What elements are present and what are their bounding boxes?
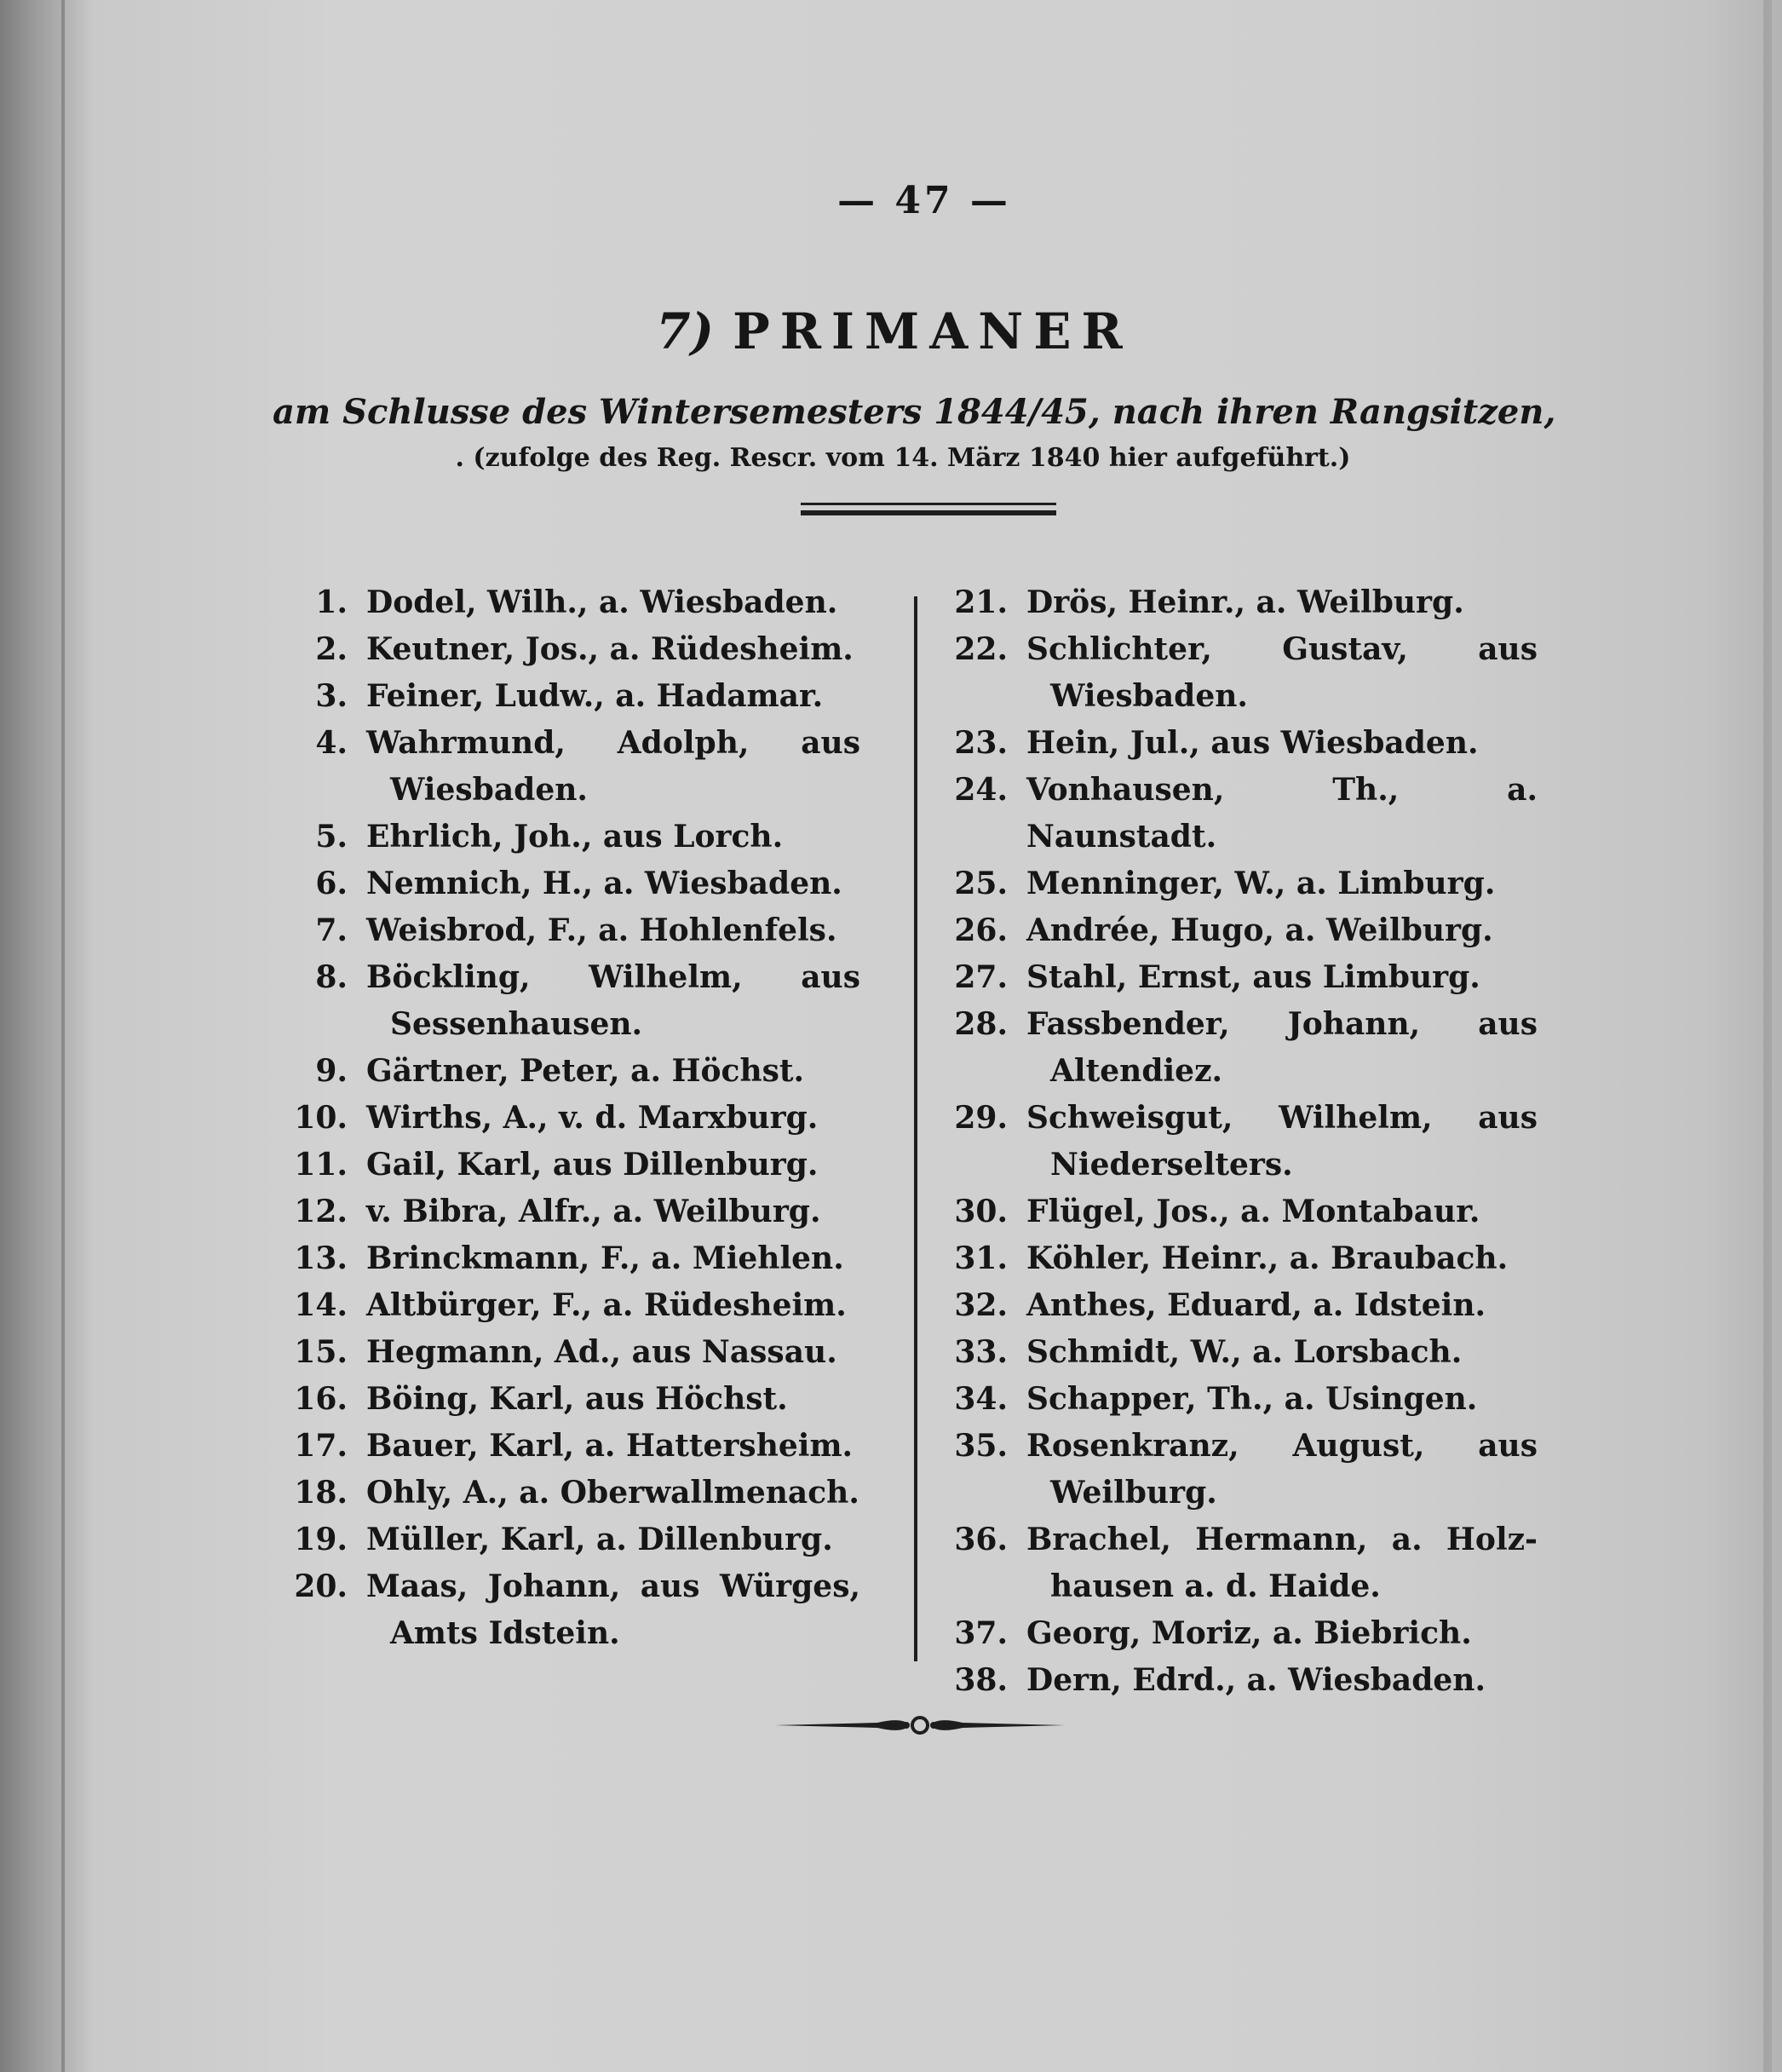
student-entry-continued: Wiesbaden. bbox=[1050, 678, 1248, 714]
student-entry: Hein, Jul., aus Wiesbaden. bbox=[1026, 725, 1479, 761]
list-item bbox=[281, 579, 860, 626]
rank-number: 38. bbox=[954, 1662, 1008, 1698]
list-item bbox=[281, 1142, 860, 1189]
list-item bbox=[941, 1423, 1538, 1517]
double-rule bbox=[801, 503, 1056, 518]
rank-number: 18. bbox=[294, 1475, 348, 1511]
page-edge bbox=[1763, 0, 1772, 2072]
rule-thin bbox=[801, 503, 1056, 505]
student-entry: Brinckmann, F., a. Miehlen. bbox=[366, 1240, 844, 1276]
rank-number: 8. bbox=[315, 959, 348, 995]
rank-number: 35. bbox=[954, 1428, 1008, 1464]
rank-number: 37. bbox=[954, 1615, 1008, 1651]
student-entry: Böing, Karl, aus Höchst. bbox=[366, 1381, 788, 1417]
list-item bbox=[281, 1329, 860, 1376]
list-item bbox=[281, 1235, 860, 1282]
rank-number: 29. bbox=[954, 1100, 1008, 1136]
list-item bbox=[941, 1329, 1538, 1376]
student-entry: Altbürger, F., a. Rüdesheim. bbox=[366, 1287, 847, 1323]
list-item bbox=[941, 1610, 1538, 1657]
list-item bbox=[281, 1470, 860, 1517]
student-entry-continued: Altendiez. bbox=[1050, 1053, 1223, 1089]
rank-number: 15. bbox=[294, 1334, 348, 1370]
list-item bbox=[281, 1189, 860, 1235]
student-entry: Gärtner, Peter, a. Höchst. bbox=[366, 1053, 805, 1089]
rank-number: 31. bbox=[954, 1240, 1008, 1276]
section-title bbox=[511, 302, 1278, 360]
student-entry: Bauer, Karl, a. Hattersheim. bbox=[366, 1428, 854, 1464]
rank-number: 11. bbox=[294, 1147, 348, 1183]
rank-number: 14. bbox=[294, 1287, 348, 1323]
student-entry: Köhler, Heinr., a. Braubach. bbox=[1026, 1240, 1509, 1276]
list-item bbox=[281, 626, 860, 673]
list-item bbox=[281, 1563, 860, 1657]
rank-number: 23. bbox=[954, 725, 1008, 761]
rank-number: 21. bbox=[954, 584, 1008, 620]
student-entry: Schmidt, W., a. Lorsbach. bbox=[1026, 1334, 1463, 1370]
student-entry: Wahrmund, Adolph, aus bbox=[366, 725, 860, 761]
rank-number: 17. bbox=[294, 1428, 348, 1464]
student-entry: Stahl, Ernst, aus Limburg. bbox=[1026, 959, 1480, 995]
rank-number: 9. bbox=[315, 1053, 348, 1089]
rank-number: 24. bbox=[954, 772, 1008, 808]
list-item bbox=[941, 1657, 1538, 1704]
student-entry: Andrée, Hugo, a. Weilburg. bbox=[1026, 912, 1493, 948]
student-entry: Gail, Karl, aus Dillenburg. bbox=[366, 1147, 819, 1183]
column-divider bbox=[914, 596, 917, 1661]
rank-number: 22. bbox=[954, 631, 1008, 667]
student-entry: Drös, Heinr., a. Weilburg. bbox=[1026, 584, 1464, 620]
section-heading: PRIMANER bbox=[733, 302, 1133, 360]
student-entry-continued: Weilburg. bbox=[1050, 1475, 1217, 1511]
rank-number: 6. bbox=[315, 866, 348, 901]
student-entry: Flügel, Jos., a. Montabaur. bbox=[1026, 1194, 1480, 1229]
list-item bbox=[941, 1189, 1538, 1235]
list-item bbox=[941, 720, 1538, 767]
rank-number: 25. bbox=[954, 866, 1008, 901]
list-item bbox=[941, 626, 1538, 720]
section-subtitle: am Schlusse des Wintersemesters 1844/45, nach ihren Rangsitzen, bbox=[273, 392, 1556, 432]
rank-number: 20. bbox=[294, 1568, 348, 1604]
student-entry: Schlichter, Gustav, aus bbox=[1026, 631, 1538, 667]
list-item bbox=[941, 954, 1538, 1001]
rank-number: 34. bbox=[954, 1381, 1008, 1417]
list-item bbox=[941, 1517, 1538, 1610]
ornament-icon bbox=[775, 1708, 1065, 1742]
student-entry: Menninger, W., a. Limburg. bbox=[1026, 866, 1496, 901]
page-number: — 47 — bbox=[837, 179, 1011, 222]
list-item bbox=[281, 1095, 860, 1142]
student-entry: Nemnich, H., a. Wiesbaden. bbox=[366, 866, 842, 901]
list-item bbox=[281, 1376, 860, 1423]
student-entry: Böckling, Wilhelm, aus bbox=[366, 959, 860, 995]
rank-number: 13. bbox=[294, 1240, 348, 1276]
student-entry: Ohly, A., a. Oberwallmenach. bbox=[366, 1475, 859, 1511]
list-item bbox=[941, 1001, 1538, 1095]
student-entry-continued: Sessenhausen. bbox=[390, 1006, 643, 1042]
section-number: 7) bbox=[656, 302, 715, 360]
list-item bbox=[281, 1282, 860, 1329]
rank-number: 28. bbox=[954, 1006, 1008, 1042]
list-item bbox=[281, 907, 860, 954]
student-entry: Hegmann, Ad., aus Nassau. bbox=[366, 1334, 837, 1370]
list-item bbox=[281, 673, 860, 720]
rank-number: 3. bbox=[315, 678, 348, 714]
rank-number: 27. bbox=[954, 959, 1008, 995]
student-entry: Georg, Moriz, a. Biebrich. bbox=[1026, 1615, 1472, 1651]
student-entry: v. Bibra, Alfr., a. Weilburg. bbox=[366, 1194, 821, 1229]
right-column bbox=[941, 579, 1538, 1704]
student-entry: Fassbender, Johann, aus bbox=[1026, 1006, 1538, 1042]
student-entry-continued: Amts Idstein. bbox=[390, 1615, 620, 1651]
list-item bbox=[281, 1423, 860, 1470]
list-item bbox=[281, 1048, 860, 1095]
left-column bbox=[281, 579, 860, 1657]
list-item bbox=[941, 860, 1538, 907]
rank-number: 36. bbox=[954, 1522, 1008, 1557]
student-entry: Rosenkranz, August, aus bbox=[1026, 1428, 1538, 1464]
rank-number: 12. bbox=[294, 1194, 348, 1229]
rank-number: 1. bbox=[315, 584, 348, 620]
rank-number: 30. bbox=[954, 1194, 1008, 1229]
rank-number: 10. bbox=[294, 1100, 348, 1136]
section-note: . (zufolge des Reg. Rescr. vom 14. März 1840 hier aufgeführt.) bbox=[455, 443, 1351, 473]
student-entry: Schapper, Th., a. Usingen. bbox=[1026, 1381, 1478, 1417]
list-item bbox=[941, 579, 1538, 626]
list-item bbox=[941, 767, 1538, 860]
list-item bbox=[281, 860, 860, 907]
student-entry: Ehrlich, Joh., aus Lorch. bbox=[366, 819, 784, 855]
rank-number: 26. bbox=[954, 912, 1008, 948]
student-entry: Dern, Edrd., a. Wiesbaden. bbox=[1026, 1662, 1486, 1698]
list-item bbox=[941, 1376, 1538, 1423]
list-item bbox=[941, 1095, 1538, 1189]
list-item bbox=[281, 1517, 860, 1563]
list-item bbox=[941, 907, 1538, 954]
student-entry: Brachel, Hermann, a. Holz- bbox=[1026, 1522, 1538, 1557]
student-entry: Feiner, Ludw., a. Hadamar. bbox=[366, 678, 824, 714]
rank-number: 16. bbox=[294, 1381, 348, 1417]
student-entry-continued: Wiesbaden. bbox=[390, 772, 588, 808]
student-entry: Vonhausen, Th., a. Naunstadt. bbox=[1026, 772, 1538, 855]
list-item bbox=[281, 814, 860, 860]
student-entry: Müller, Karl, a. Dillenburg. bbox=[366, 1522, 833, 1557]
rank-number: 5. bbox=[315, 819, 348, 855]
rank-number: 33. bbox=[954, 1334, 1008, 1370]
student-entry: Dodel, Wilh., a. Wiesbaden. bbox=[366, 584, 838, 620]
binding-gutter bbox=[61, 0, 65, 2072]
rank-number: 2. bbox=[315, 631, 348, 667]
student-entry: Wirths, A., v. d. Marxburg. bbox=[366, 1100, 819, 1136]
list-item bbox=[941, 1235, 1538, 1282]
student-entry-continued: Niederselters. bbox=[1050, 1147, 1293, 1183]
student-entry: Keutner, Jos., a. Rüdesheim. bbox=[366, 631, 854, 667]
rank-number: 4. bbox=[315, 725, 348, 761]
student-entry: Maas, Johann, aus Würges, bbox=[366, 1568, 860, 1604]
student-entry: Schweisgut, Wilhelm, aus bbox=[1026, 1100, 1538, 1136]
rank-number: 19. bbox=[294, 1522, 348, 1557]
student-entry: Anthes, Eduard, a. Idstein. bbox=[1026, 1287, 1486, 1323]
rank-number: 7. bbox=[315, 912, 348, 948]
list-item bbox=[281, 720, 860, 814]
rule-thick bbox=[801, 510, 1056, 515]
student-entry: Weisbrod, F., a. Hohlenfels. bbox=[366, 912, 837, 948]
rank-number: 32. bbox=[954, 1287, 1008, 1323]
list-item bbox=[281, 954, 860, 1048]
student-entry-continued: hausen a. d. Haide. bbox=[1050, 1568, 1381, 1604]
list-item bbox=[941, 1282, 1538, 1329]
